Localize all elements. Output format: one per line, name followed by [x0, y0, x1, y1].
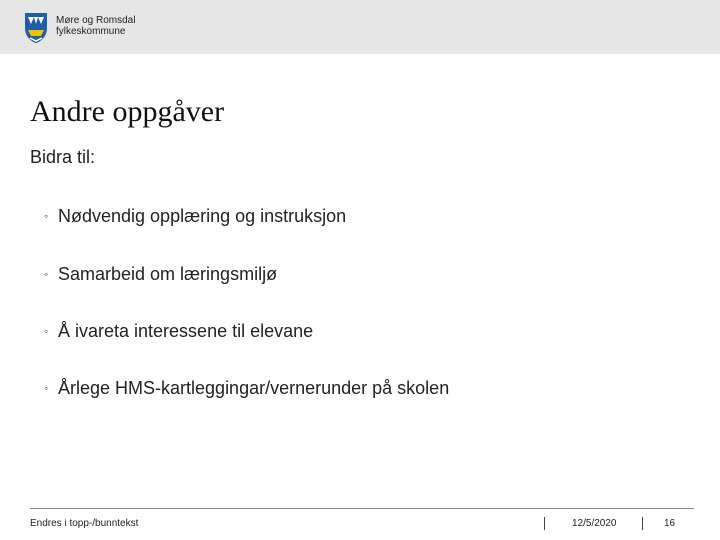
bullet-item — [44, 264, 277, 285]
bullet-marker-icon: ◦ — [44, 324, 49, 338]
footer-divider — [30, 508, 694, 509]
org-name-line2: fylkeskommune — [56, 26, 126, 37]
bullet-item — [44, 206, 346, 227]
footer-text: Endres i topp-/bunntekst — [30, 518, 139, 529]
org-name-line1: Møre og Romsdal — [56, 15, 136, 26]
bullet-marker-icon: ◦ — [44, 209, 49, 223]
bullet-item — [44, 321, 313, 342]
slide-title: Andre oppgåver — [30, 95, 225, 128]
county-coat-of-arms-icon — [24, 12, 48, 44]
footer-date: 12/5/2020 — [572, 518, 617, 529]
slide-intro: Bidra til: — [30, 147, 96, 167]
header-band — [0, 0, 720, 54]
page-number: 16 — [664, 518, 676, 529]
bullet-marker-icon: ◦ — [44, 381, 49, 395]
footer-separator — [544, 517, 545, 530]
bullet-text: Å ivareta interessene til elevane — [58, 321, 314, 341]
bullet-marker-icon: ◦ — [44, 267, 49, 281]
bullet-text: Årlege HMS-kartleggingar/vernerunder på skolen — [58, 378, 450, 398]
org-name — [56, 15, 135, 37]
bullet-text: Nødvendig opplæring og instruksjon — [58, 206, 347, 226]
footer-separator — [642, 517, 643, 530]
bullet-text: Samarbeid om læringsmiljø — [58, 264, 278, 284]
bullet-item — [44, 378, 449, 399]
